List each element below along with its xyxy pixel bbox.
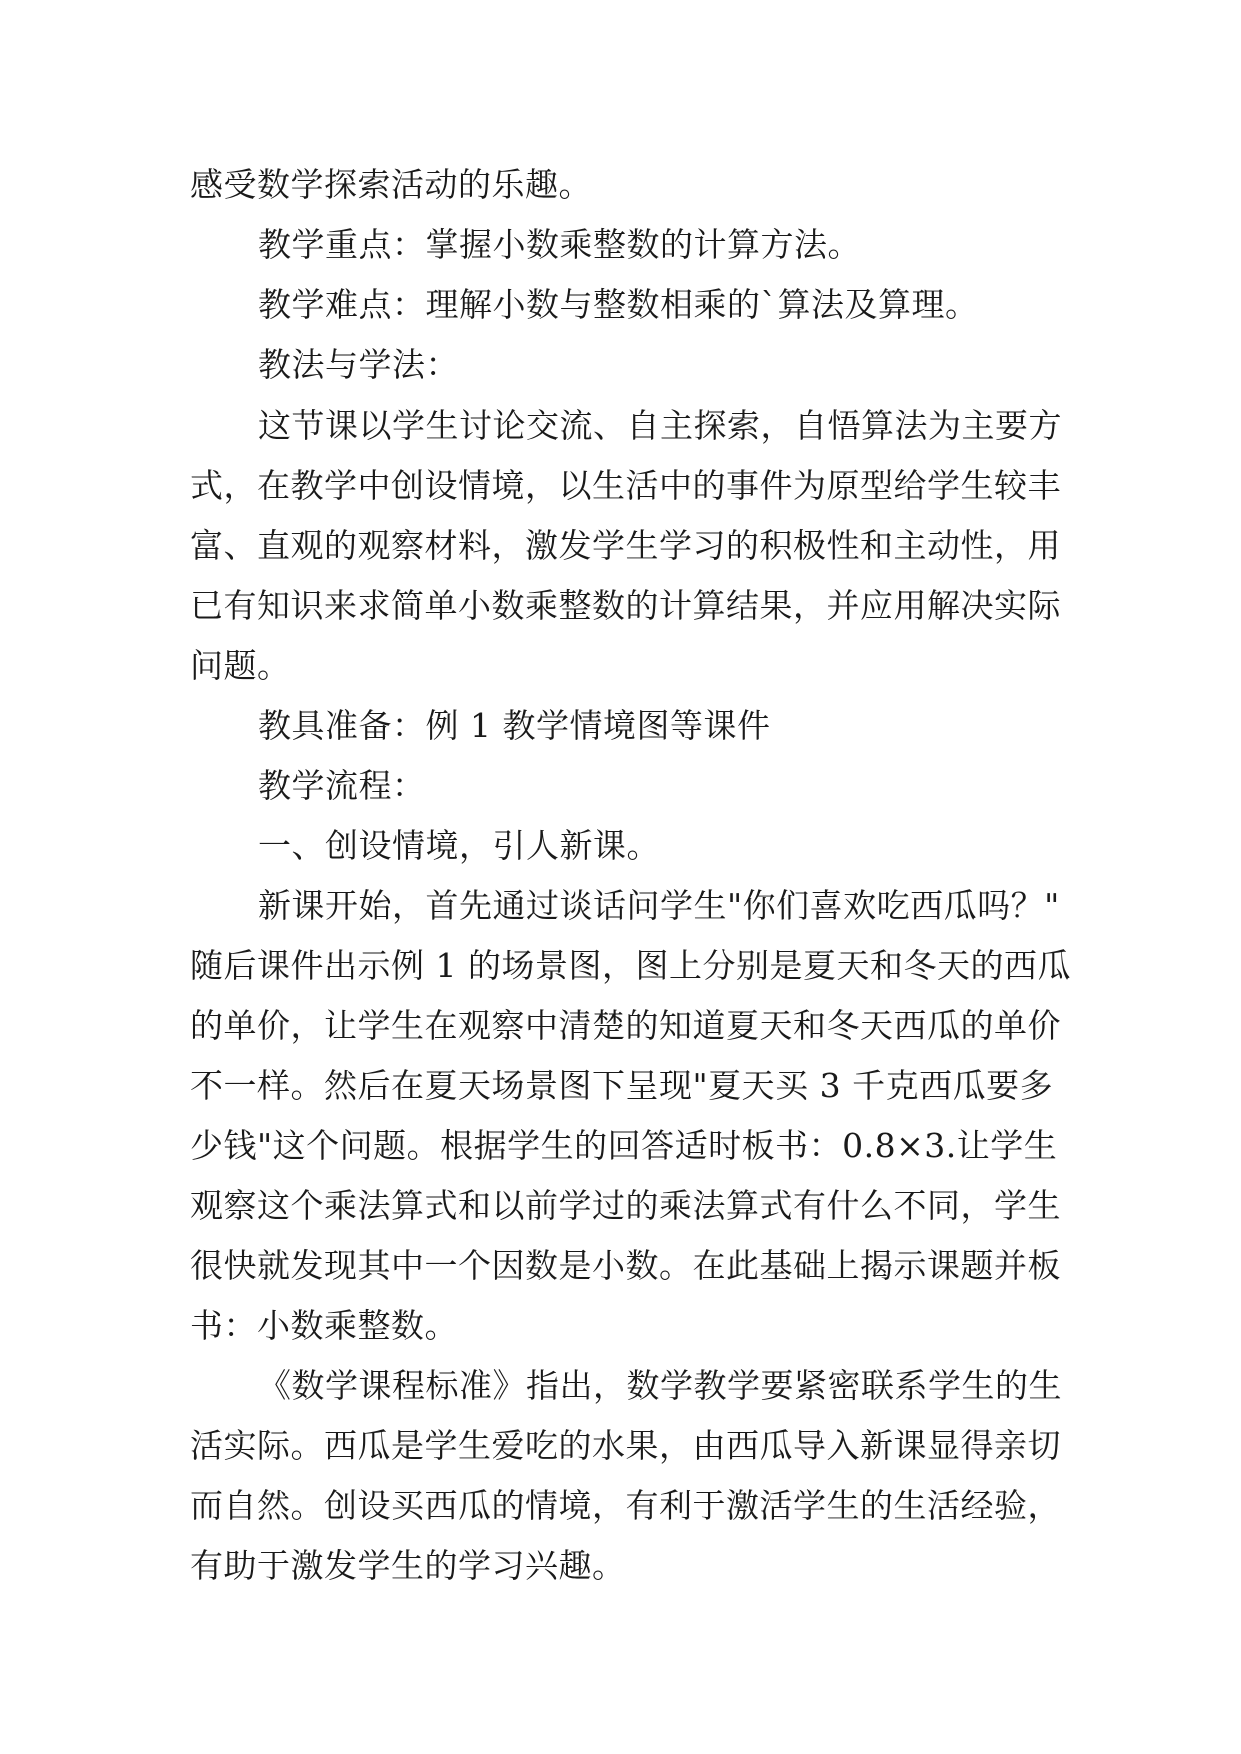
line-text: 新课开始，首先通过谈话问学生"你们喜欢吃西瓜吗？" bbox=[258, 886, 1060, 925]
line-text: 富、直观的观察材料，激发学生学习的积极性和主动性，用 bbox=[190, 526, 1061, 565]
text-line bbox=[0, 1121, 1241, 1171]
line-text: 教法与学法： bbox=[258, 345, 459, 384]
line-text: 已有知识来求简单小数乘整数的计算结果，并应用解决实际 bbox=[190, 586, 1061, 625]
line-text: 有助于激发学生的学习兴趣。 bbox=[190, 1546, 626, 1585]
line-text: 很快就发现其中一个因数是小数。在此基础上揭示课题并板 bbox=[190, 1246, 1061, 1285]
text-line bbox=[0, 581, 1241, 631]
difficulty-line bbox=[0, 280, 1241, 330]
text-line bbox=[0, 1181, 1241, 1231]
line-text: 式，在教学中创设情境，以生活中的事件为原型给学生较丰 bbox=[190, 466, 1061, 505]
line-text: 书：小数乘整数。 bbox=[190, 1306, 458, 1345]
line-text: 教学难点：理解小数与整数相乘的`算法及算理。 bbox=[258, 285, 979, 324]
text-line bbox=[0, 881, 1241, 931]
line-text: 不一样。然后在夏天场景图下呈现"夏天买 3 千克西瓜要多 bbox=[190, 1066, 1054, 1105]
line-text: 教具准备：例 1 教学情境图等课件 bbox=[258, 706, 771, 745]
method-heading bbox=[0, 340, 1241, 390]
line-text: 少钱"这个问题。根据学生的回答适时板书：0.8×3.让学生 bbox=[190, 1126, 1058, 1165]
line-text: 教学流程： bbox=[258, 766, 426, 805]
line-text: 观察这个乘法算式和以前学过的乘法算式有什么不同，学生 bbox=[190, 1186, 1061, 1225]
line-text: 而自然。创设买西瓜的情境，有利于激活学生的生活经验， bbox=[190, 1486, 1061, 1525]
text-line bbox=[0, 1481, 1241, 1531]
text-line bbox=[0, 1241, 1241, 1291]
process-heading bbox=[0, 761, 1241, 811]
text-line bbox=[0, 1301, 1241, 1351]
line-text: 活实际。西瓜是学生爱吃的水果，由西瓜导入新课显得亲切 bbox=[190, 1426, 1061, 1465]
text-line bbox=[0, 941, 1241, 991]
text-line bbox=[0, 1001, 1241, 1051]
text-line bbox=[0, 641, 1241, 691]
text-line bbox=[0, 1061, 1241, 1111]
line-text: 感受数学探索活动的乐趣。 bbox=[190, 165, 592, 204]
text-line bbox=[0, 1361, 1241, 1411]
line-text: 问题。 bbox=[190, 646, 291, 685]
section-heading bbox=[0, 821, 1241, 871]
text-line bbox=[0, 521, 1241, 571]
line-text: 这节课以学生讨论交流、自主探索，自悟算法为主要方 bbox=[258, 406, 1062, 445]
text-line bbox=[0, 160, 1241, 210]
text-line bbox=[0, 401, 1241, 451]
line-text: 的单价，让学生在观察中清楚的知道夏天和冬天西瓜的单价 bbox=[190, 1006, 1061, 1045]
text-line bbox=[0, 1421, 1241, 1471]
line-text: 随后课件出示例 1 的场景图，图上分别是夏天和冬天的西瓜 bbox=[190, 946, 1071, 985]
line-text: 一、创设情境，引人新课。 bbox=[258, 826, 660, 865]
line-text: 《数学课程标准》指出，数学教学要紧密联系学生的生 bbox=[258, 1366, 1062, 1405]
materials-line bbox=[0, 701, 1241, 751]
text-line bbox=[0, 461, 1241, 511]
line-text: 教学重点：掌握小数乘整数的计算方法。 bbox=[258, 225, 861, 264]
text-line bbox=[0, 1541, 1241, 1591]
key-point-line bbox=[0, 220, 1241, 270]
